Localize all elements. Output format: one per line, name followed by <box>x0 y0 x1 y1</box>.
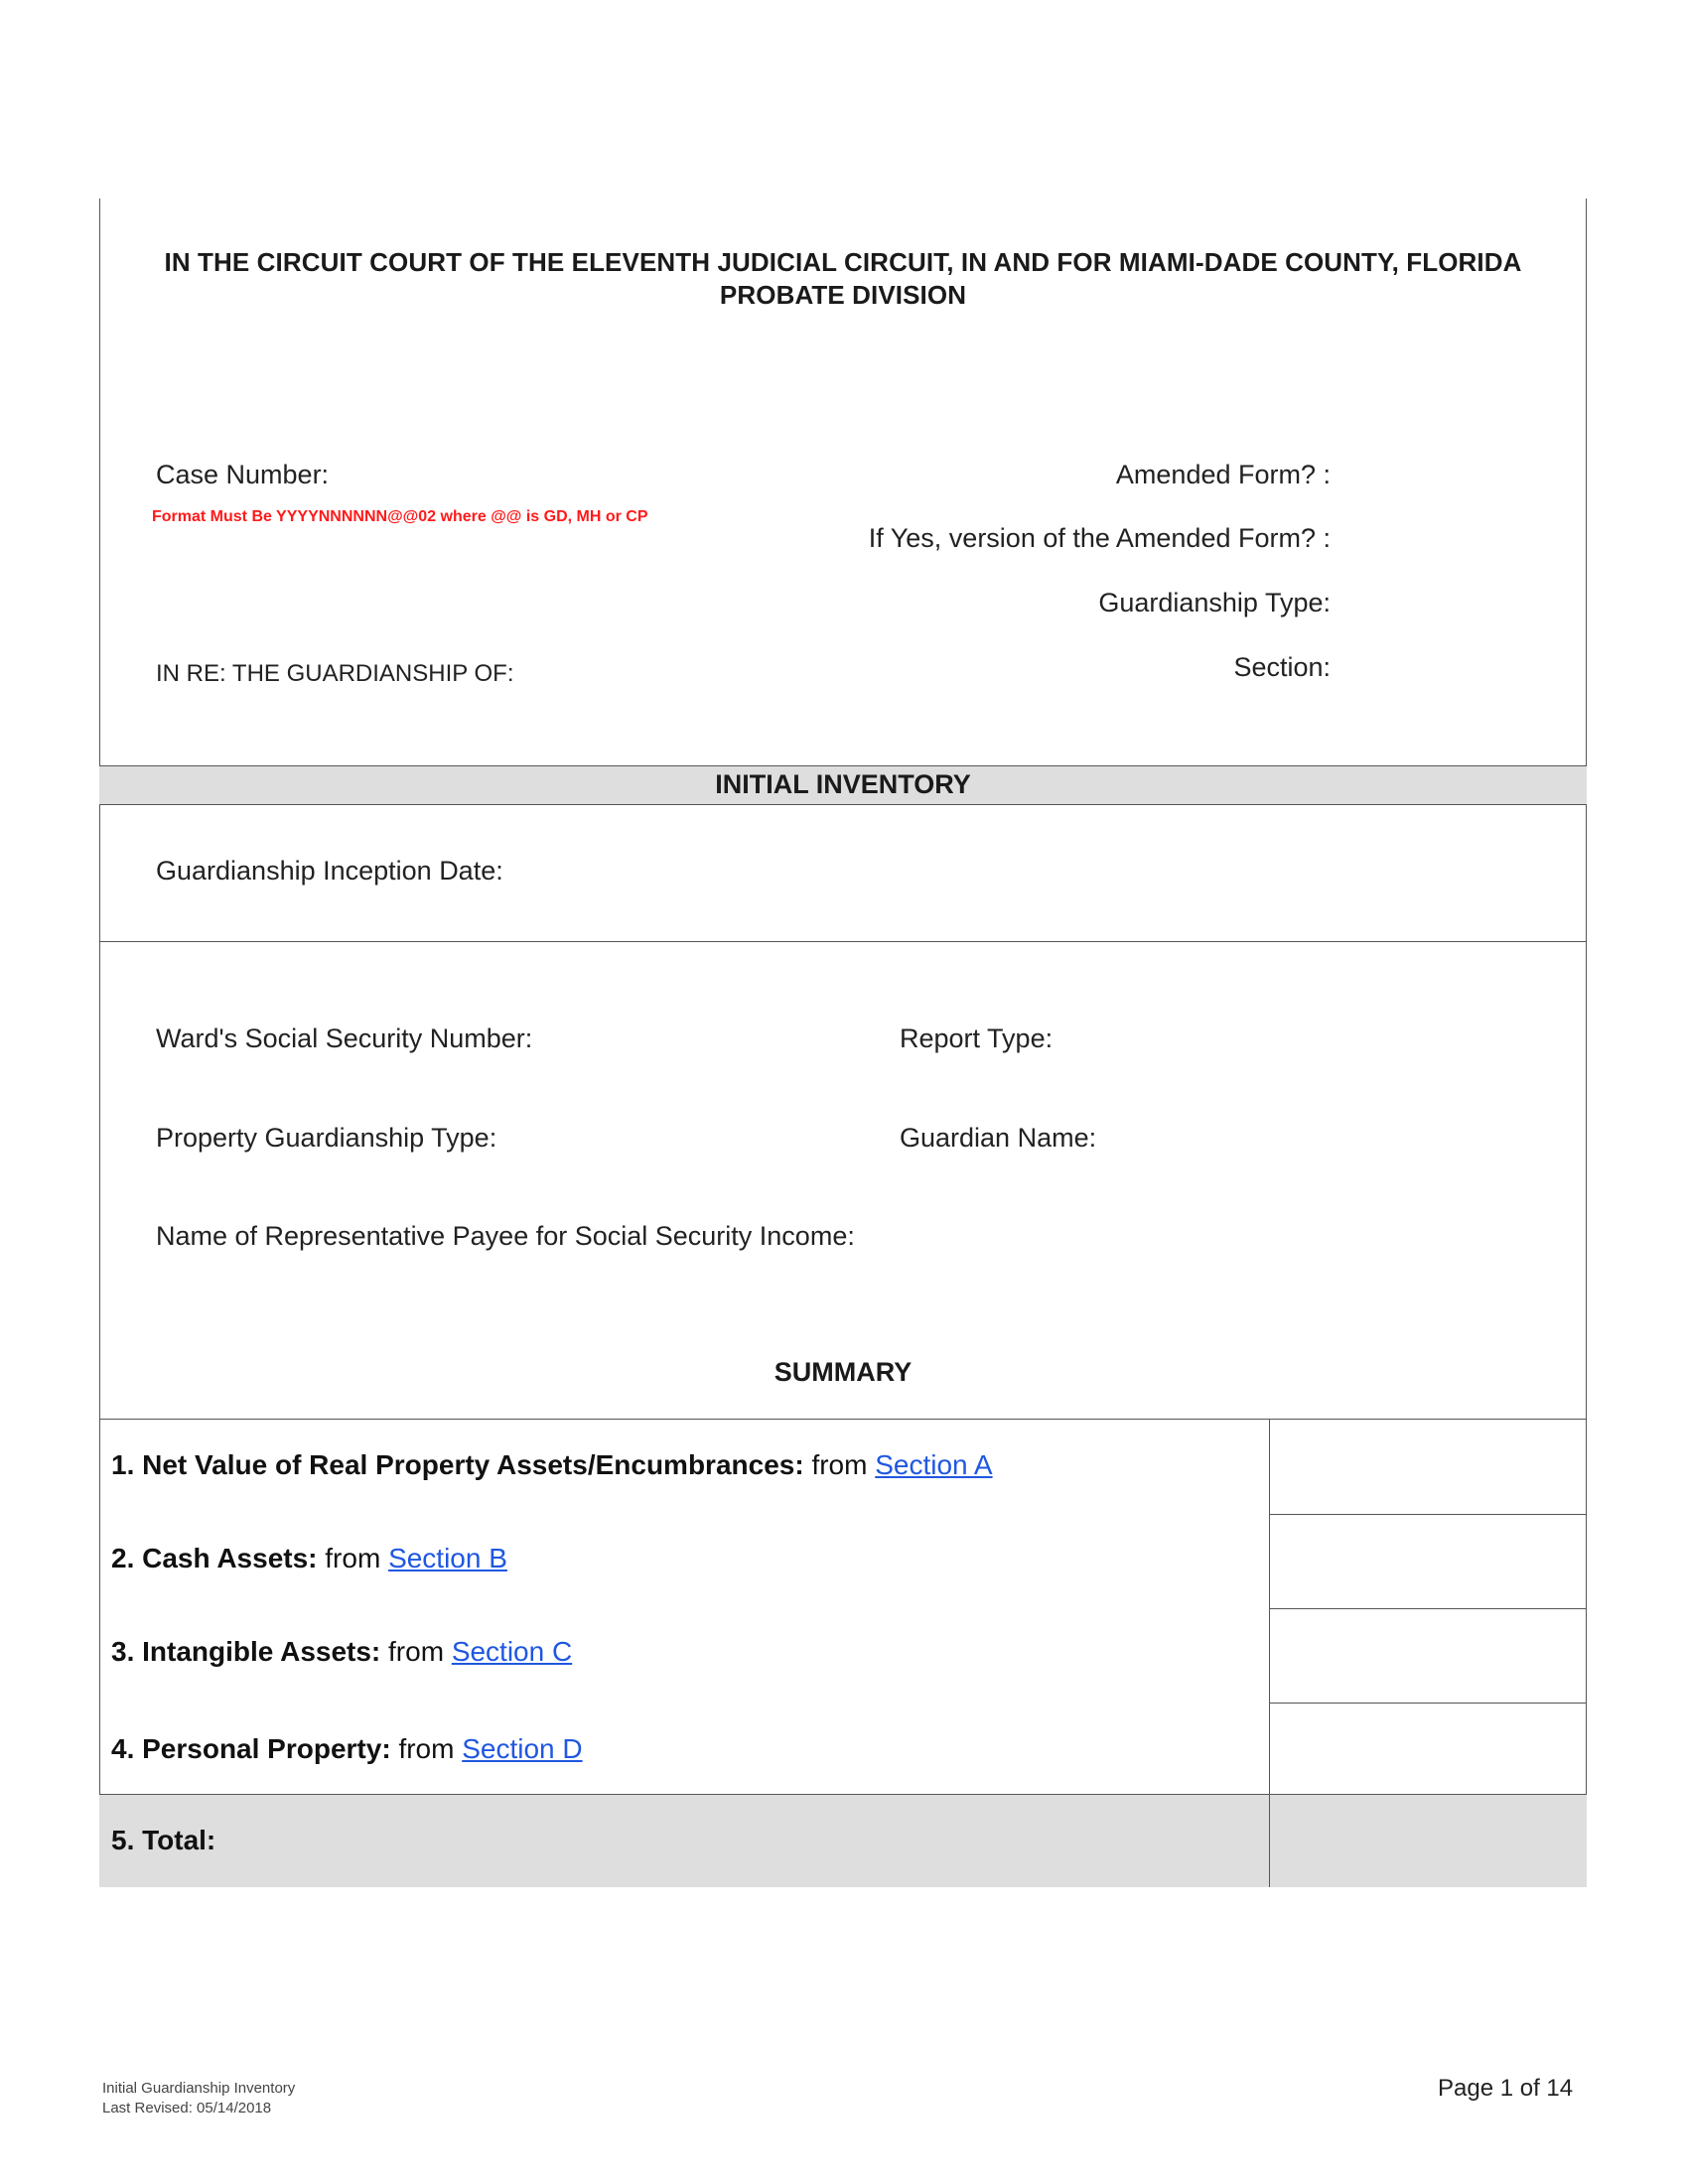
summary-top-border <box>99 1419 1587 1420</box>
personal-property-value-cell[interactable] <box>1269 1705 1587 1793</box>
amended-form-field[interactable] <box>1336 457 1564 492</box>
ward-name-field[interactable] <box>536 655 1033 691</box>
initial-inventory-banner: INITIAL INVENTORY <box>99 765 1587 805</box>
section-c-link[interactable]: Section C <box>451 1636 573 1667</box>
division-heading: PROBATE DIVISION <box>719 280 967 310</box>
guardian-name-label: Guardian Name: <box>900 1123 1097 1153</box>
summary-row-label: 1. Net Value of Real Property Assets/Encumbrances: <box>111 1449 804 1480</box>
from-word: from <box>388 1636 445 1667</box>
report-type-field[interactable] <box>1072 1020 1549 1055</box>
summary-row-total <box>111 1825 215 1856</box>
case-number-format-note: Format Must Be YYYYNNNNNN@@02 where @@ is GD, MH or CP <box>152 508 648 525</box>
summary-row-cash-assets <box>111 1543 507 1574</box>
guardian-name-field[interactable] <box>1112 1119 1549 1155</box>
amended-version-label: If Yes, version of the Amended Form? : <box>868 523 1331 553</box>
ssn-field[interactable] <box>551 1020 869 1055</box>
summary-row-intangible-assets <box>111 1636 572 1668</box>
in-re-label: IN RE: THE GUARDIANSHIP OF: <box>156 660 514 687</box>
guardianship-type-label: Guardianship Type: <box>1098 588 1331 617</box>
amended-version-field[interactable] <box>1336 520 1564 556</box>
value-divider <box>1269 1514 1587 1515</box>
property-guardianship-type-label: Property Guardianship Type: <box>156 1123 497 1153</box>
page-number: Page 1 of 14 <box>1438 2075 1574 2102</box>
footer-form-name: Initial Guardianship Inventory <box>102 2080 296 2097</box>
from-word: from <box>398 1733 455 1764</box>
from-word: from <box>811 1449 868 1480</box>
court-heading: IN THE CIRCUIT COURT OF THE ELEVENTH JUDICIAL CIRCUIT, IN AND FOR MIAMI-DADE COUNTY, FLORIDA <box>164 247 1522 277</box>
section-d-link[interactable]: Section D <box>462 1733 583 1764</box>
real-property-value-cell[interactable] <box>1269 1421 1587 1513</box>
inception-date-field[interactable] <box>526 852 923 887</box>
intangible-assets-value-cell[interactable] <box>1269 1610 1587 1702</box>
representative-payee-label: Name of Representative Payee for Social Security Income: <box>156 1221 855 1251</box>
value-divider <box>1269 1608 1587 1609</box>
footer-form-info <box>102 2079 295 2118</box>
summary-row-real-property <box>111 1449 993 1481</box>
summary-row-personal-property <box>111 1733 583 1765</box>
total-label: 5. Total: <box>111 1825 216 1855</box>
amended-form-label: Amended Form? : <box>1115 460 1331 489</box>
section-label: Section: <box>1233 652 1331 682</box>
case-number-field[interactable] <box>338 457 715 492</box>
summary-row-label: 4. Personal Property: <box>111 1733 391 1764</box>
representative-payee-field[interactable] <box>884 1217 1549 1253</box>
report-type-label: Report Type: <box>900 1024 1054 1053</box>
guardianship-type-field[interactable] <box>1336 585 1564 620</box>
summary-row-label: 3. Intangible Assets: <box>111 1636 381 1667</box>
cash-assets-value-cell[interactable] <box>1269 1516 1587 1607</box>
inception-date-label: Guardianship Inception Date: <box>156 856 503 886</box>
section-b-link[interactable]: Section B <box>388 1543 507 1573</box>
total-value-cell[interactable] <box>1269 1796 1587 1886</box>
divider <box>99 941 1587 942</box>
ssn-label: Ward's Social Security Number: <box>156 1024 533 1053</box>
property-guardianship-type-field[interactable] <box>516 1119 874 1155</box>
summary-title: SUMMARY <box>774 1357 913 1387</box>
case-number-label: Case Number: <box>156 460 330 489</box>
section-field[interactable] <box>1336 649 1564 685</box>
value-divider <box>1269 1703 1587 1704</box>
section-a-link[interactable]: Section A <box>875 1449 993 1480</box>
from-word: from <box>325 1543 381 1573</box>
total-row-border <box>99 1794 1587 1795</box>
summary-row-label: 2. Cash Assets: <box>111 1543 318 1573</box>
footer-revised-date: Last Revised: 05/14/2018 <box>102 2100 272 2116</box>
